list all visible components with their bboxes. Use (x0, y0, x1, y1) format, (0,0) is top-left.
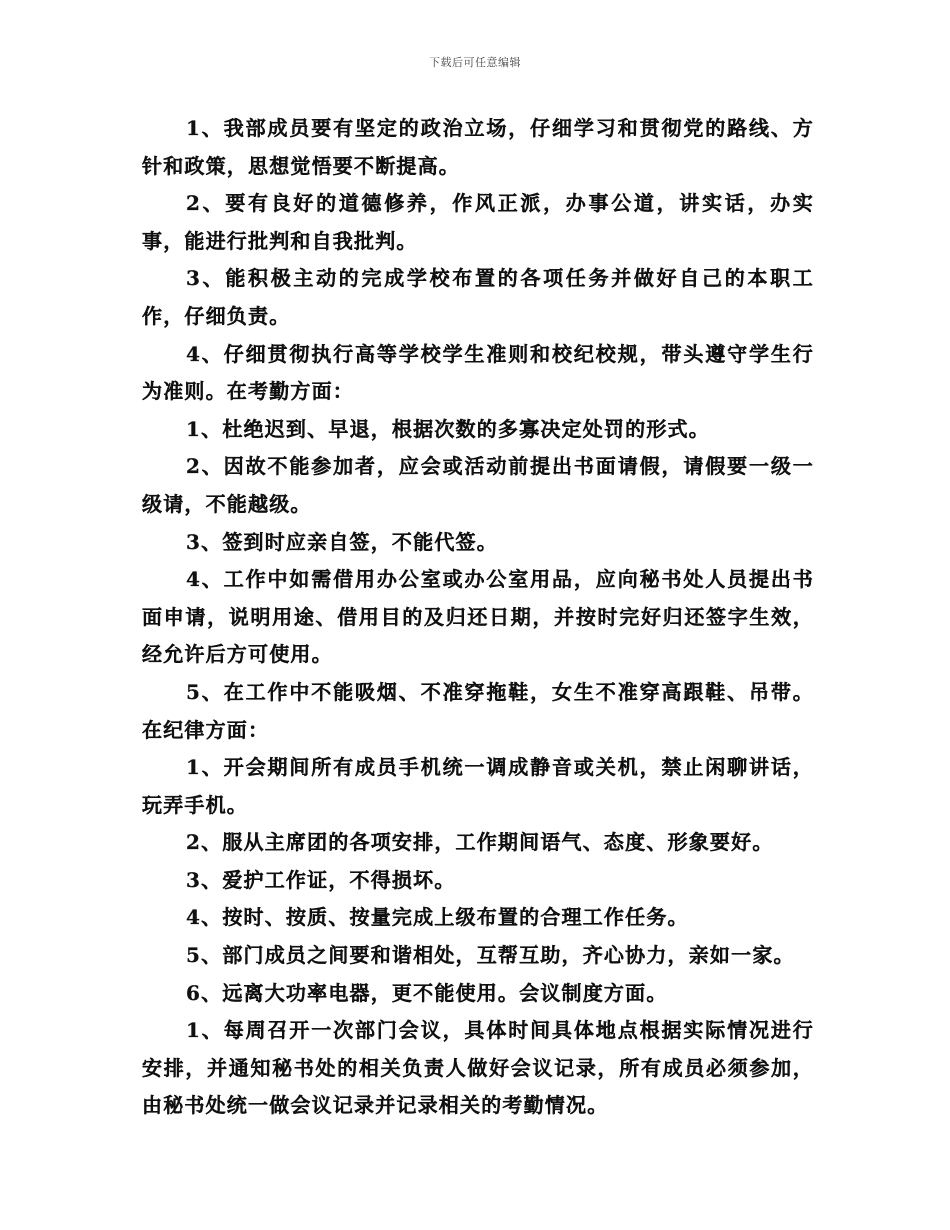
paragraph: 1、我部成员要有坚定的政治立场，仔细学习和贯彻党的路线、方针和政策，思想觉悟要不断提高。 (142, 116, 814, 178)
paragraph: 2、要有良好的道德修养，作风正派，办事公道，讲实话，办实事，能进行批判和自我批判。 (142, 191, 814, 253)
paragraph: 3、签到时应亲自签，不能代签。 (186, 529, 498, 554)
paragraph: 2、因故不能参加者，应会或活动前提出书面请假，请假要一级一级请，不能越级。 (142, 454, 814, 516)
paragraph: 5、部门成员之间要和谐相处，互帮互助，齐心协力，亲如一家。 (186, 943, 795, 968)
document-body (142, 110, 814, 1125)
paragraph: 3、能积极主动的完成学校布置的各项任务并做好自己的本职工作，仔细负责。 (142, 266, 814, 328)
paragraph: 5、在工作中不能吸烟、不准穿拖鞋，女生不准穿高跟鞋、吊带。在纪律方面： (142, 679, 814, 742)
paragraph: 1、开会期间所有成员手机统一调成静音或关机，禁止闲聊讲话，玩弄手机。 (142, 755, 814, 817)
paragraph: 4、工作中如需借用办公室或办公室用品，应向秘书处人员提出书面申请，说明用途、借用目的及归还日期，并按时完好归还签字生效，经允许后方可使用。 (142, 567, 814, 667)
paragraph: 4、按时、按质、按量完成上级布置的合理工作任务。 (186, 905, 689, 930)
paragraph: 1、杜绝迟到、早退，根据次数的多寡决定处罚的形式。 (186, 416, 710, 441)
paragraph: 1、每周召开一次部门会议，具体时间具体地点根据实际情况进行安排，并通知秘书处的相关负责人做好会议记录，所有成员必须参加，由秘书处统一做会议记录并记录相关的考勤情况。 (142, 1018, 814, 1118)
paragraph: 2、服从主席团的各项安排，工作期间语气、态度、形象要好。 (186, 830, 774, 855)
paragraph: 3、爱护工作证，不得损坏。 (186, 867, 456, 892)
page-header-note: 下载后可任意编辑 (429, 56, 521, 69)
paragraph: 6、远离大功率电器，更不能使用。会议制度方面。 (186, 980, 668, 1005)
paragraph: 4、仔细贯彻执行高等学校学生准则和校纪校规，带头遵守学生行为准则。在考勤方面： (142, 341, 814, 404)
